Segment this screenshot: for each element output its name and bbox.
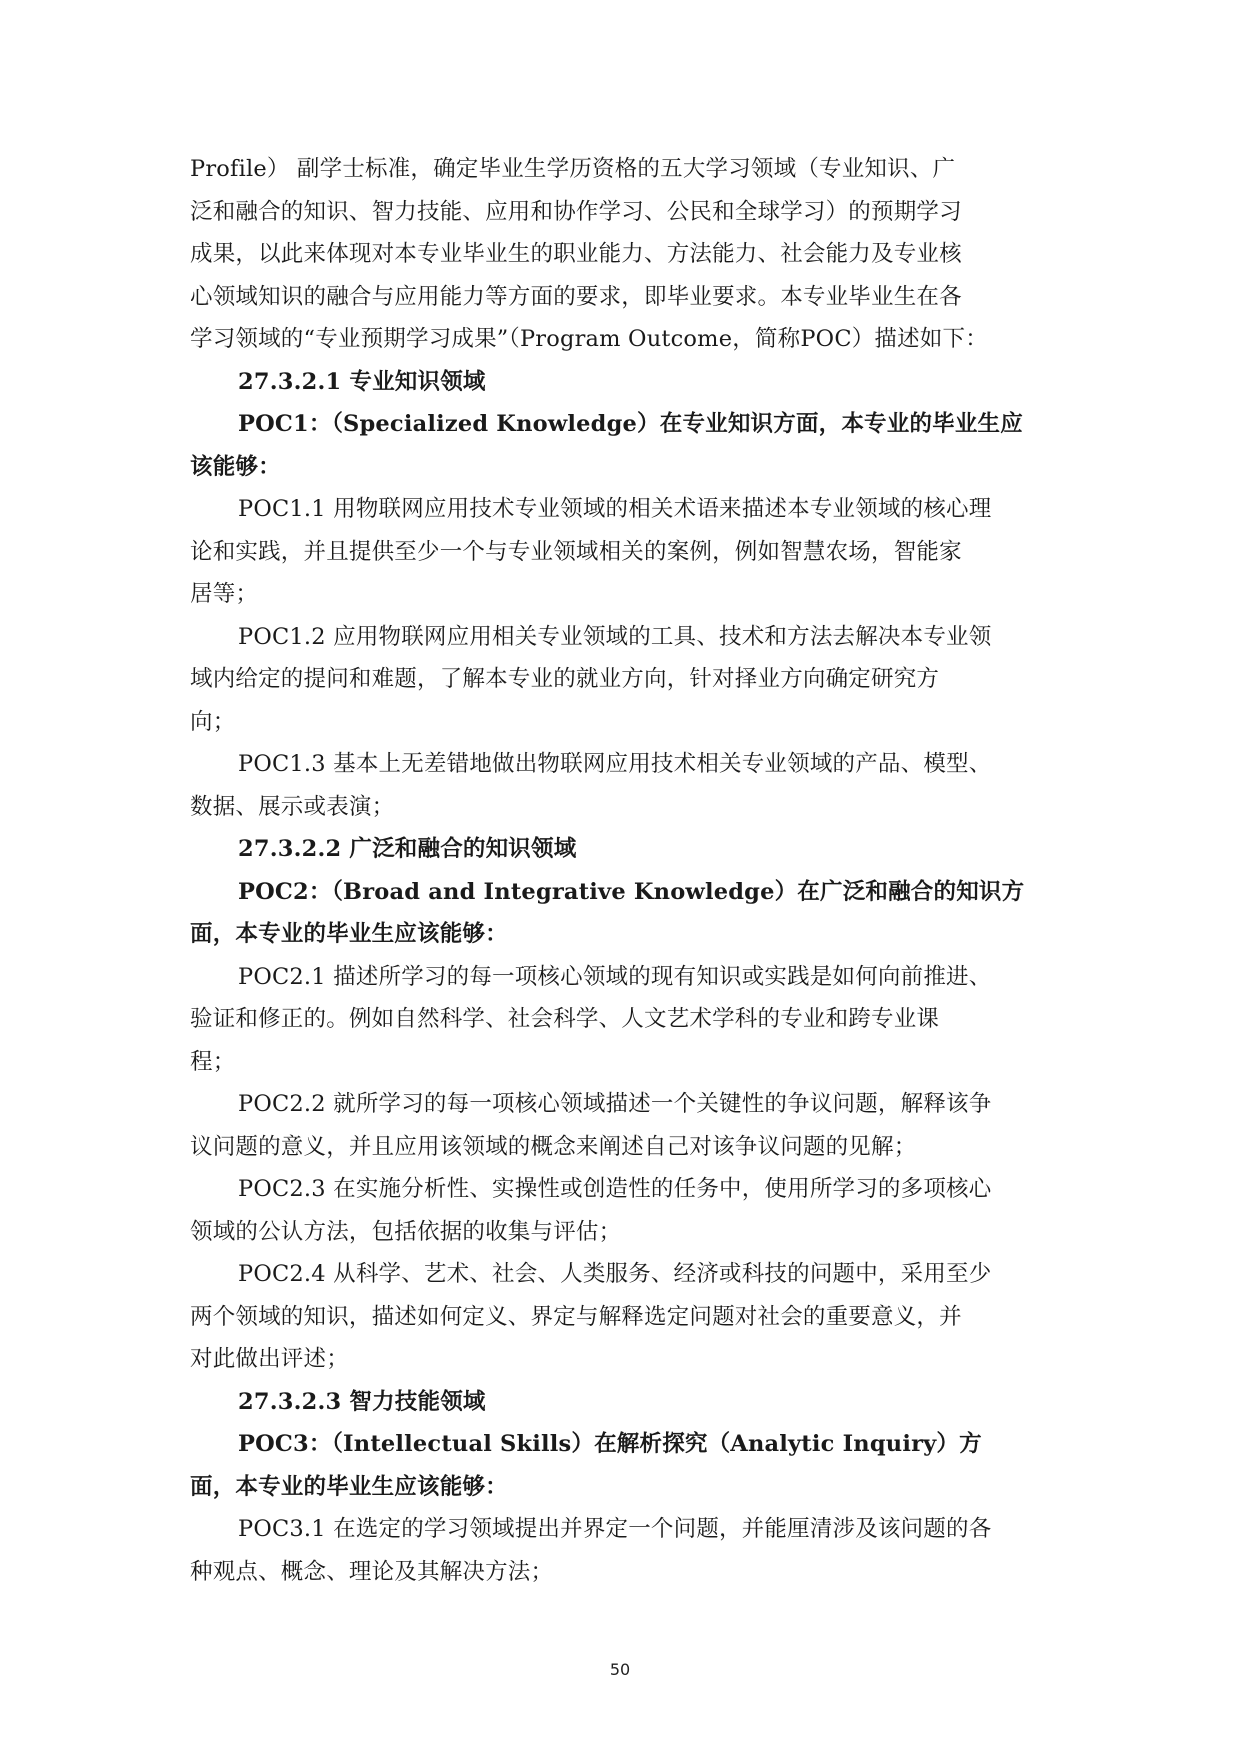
document-page: [190, 148, 1060, 1593]
intro-paragraph: [190, 148, 1060, 361]
text-line: 论和实践，并且提供至少一个与专业领域相关的案例，例如智慧农场，智能家: [190, 538, 962, 565]
text-line: POC2.2 就所学习的每一项核心领域描述一个关键性的争议问题，解释该争: [238, 1091, 992, 1117]
poc-item: [190, 616, 1060, 744]
text-line: POC1.1 用物联网应用技术专业领域的相关术语来描述本专业领域的核心理: [238, 496, 992, 522]
poc-item: [190, 1253, 1060, 1381]
text-line: 程；: [190, 1048, 236, 1075]
text-line: 学习领域的“专业预期学习成果”（Program Outcome，简称POC）描述如下：: [190, 326, 988, 352]
text-line: 泛和融合的知识、智力技能、应用和协作学习、公民和全球学习）的预期学习: [190, 198, 962, 225]
poc-item: [190, 956, 1060, 1084]
poc-statement: POC3：（Intellectual Skills）在解析探究（Analytic Inquiry）方: [238, 1431, 982, 1457]
section-heading: 27.3.2.1 专业知识领域: [238, 368, 486, 395]
text-line: POC1.3 基本上无差错地做出物联网应用技术相关专业领域的产品、模型、: [238, 751, 992, 777]
text-line: 议问题的意义，并且应用该领域的概念来阐述自己对该争议问题的见解；: [190, 1133, 917, 1160]
poc-item: [190, 743, 1060, 828]
text-line: 向；: [190, 708, 236, 735]
poc-statement: POC2：（Broad and Integrative Knowledge）在广泛和融合的知识方: [238, 878, 1025, 905]
poc-statement-cont: 该能够：: [190, 453, 281, 480]
text-line: 验证和修正的。例如自然科学、社会科学、人文艺术学科的专业和跨专业课: [190, 1006, 940, 1032]
poc-item: [190, 1508, 1060, 1593]
page-number: 50: [609, 1660, 631, 1679]
text-line: 两个领域的知识，描述如何定义、界定与解释选定问题对社会的重要意义，并: [190, 1303, 962, 1330]
text-line: POC2.1 描述所学习的每一项核心领域的现有知识或实践是如何向前推进、: [238, 963, 992, 990]
poc-statement-cont: 面，本专业的毕业生应该能够：: [190, 921, 508, 947]
section-heading: 27.3.2.2 广泛和融合的知识领域: [238, 836, 577, 862]
text-line: 种观点、概念、理论及其解决方法；: [190, 1558, 554, 1585]
text-line: POC2.3 在实施分析性、实操性或创造性的任务中，使用所学习的多项核心: [238, 1176, 992, 1202]
text-line: POC2.4 从科学、艺术、社会、人类服务、经济或科技的问题中，采用至少: [238, 1261, 992, 1287]
poc-statement-cont: 面，本专业的毕业生应该能够：: [190, 1473, 508, 1500]
poc-item: [190, 488, 1060, 616]
section-specialized-knowledge: [190, 361, 1060, 829]
section-broad-integrative-knowledge: [190, 828, 1060, 1381]
text-line: 居等；: [190, 581, 259, 607]
section-intellectual-skills: [190, 1381, 1060, 1594]
poc-statement: POC1：（Specialized Knowledge）在专业知识方面，本专业的毕业生应: [238, 411, 1023, 437]
poc-item: [190, 1168, 1060, 1253]
text-line: 成果，以此来体现对本专业毕业生的职业能力、方法能力、社会能力及专业核: [190, 241, 962, 267]
text-line: 域内给定的提问和难题，了解本专业的就业方向，针对择业方向确定研究方: [190, 666, 940, 692]
text-line: 心领域知识的融合与应用能力等方面的要求，即毕业要求。本专业毕业生在各: [190, 283, 962, 310]
text-line: POC3.1 在选定的学习领域提出并界定一个问题，并能厘清涉及该问题的各: [238, 1516, 992, 1542]
text-line: 领域的公认方法，包括依据的收集与评估；: [190, 1218, 622, 1245]
poc-item: [190, 1083, 1060, 1168]
text-line: Profile） 副学士标准，确定毕业生学历资格的五大学习领域（专业知识、广: [190, 156, 956, 182]
text-line: 数据、展示或表演；: [190, 793, 395, 820]
text-line: POC1.2 应用物联网应用相关专业领域的工具、技术和方法去解决本专业领: [238, 623, 992, 650]
text-line: 对此做出评述；: [190, 1346, 349, 1372]
section-heading: 27.3.2.3 智力技能领域: [238, 1388, 486, 1415]
